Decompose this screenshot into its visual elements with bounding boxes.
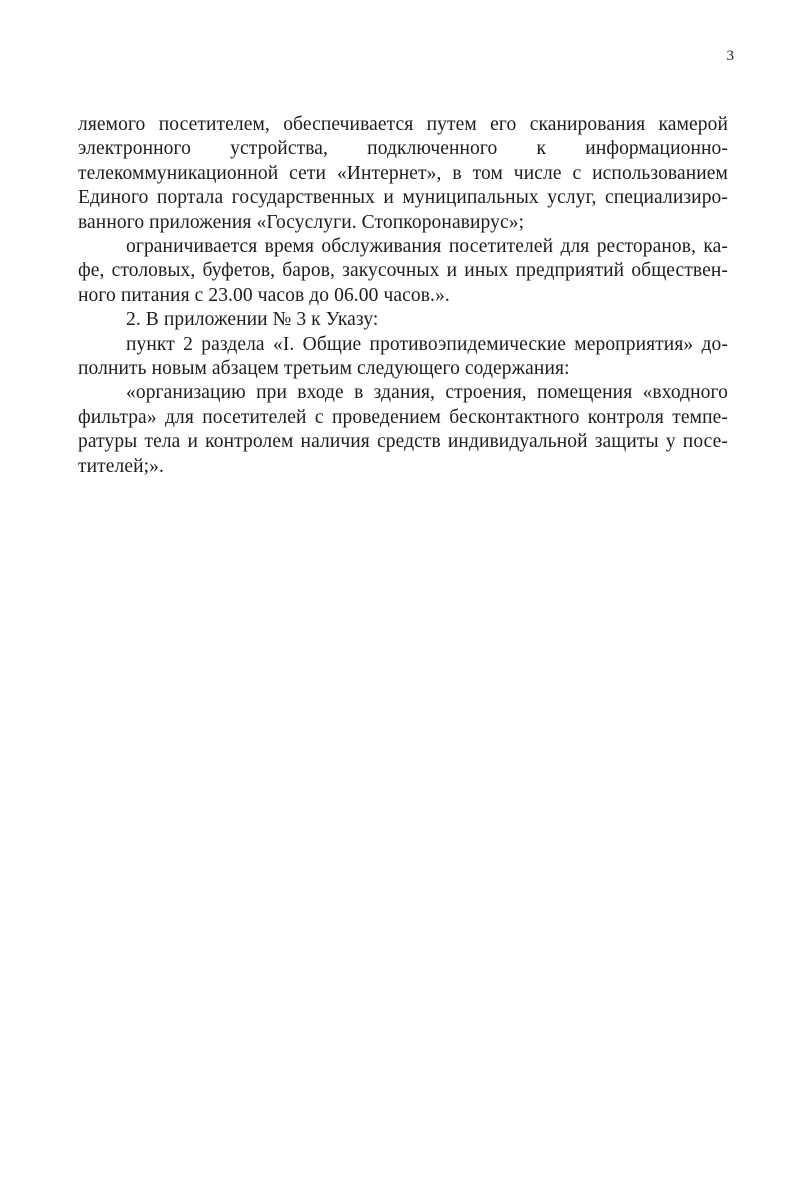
text-line: пункт 2 раздела «I. Общие противоэпидемические мероприятия» до- [126,333,728,355]
text-line: ного питания с 23.00 часов до 06.00 часов.». [78,284,450,306]
text-line: ляемого посетителем, обеспечивается путем его сканирования камерой [78,114,728,135]
text-line: ограничивается время обслуживания посетителей для ресторанов, ка- [126,236,728,258]
text-line: ратуры тела и контролем наличия средств индивидуальной защиты у посе- [78,431,728,453]
text-line: 2. В приложении № 3 к Указу: [126,309,379,331]
page-number: 3 [726,48,734,64]
text-line: фильтра» для посетителей с проведением бесконтактного контроля темпе- [78,406,728,428]
text-line: «организацию при входе в здания, строения, помещения «входного [126,382,728,404]
text-line: фе, столовых, буфетов, баров, закусочных и иных предприятий обществен- [78,260,728,282]
text-line: электронного устройства, подключенного к информационно- [78,138,728,160]
text-line: полнить новым абзацем третьим следующего содержания: [78,358,570,380]
text-line: телекоммуникационной сети «Интернет», в том числе с использованием [78,162,728,184]
text-line: Единого портала государственных и муниципальных услуг, специализиро- [78,187,728,209]
document-body [78,113,728,479]
text-line: ванного приложения «Госуслуги. Стопкоронавирус»; [78,211,525,233]
text-line: тителей;». [78,455,164,477]
